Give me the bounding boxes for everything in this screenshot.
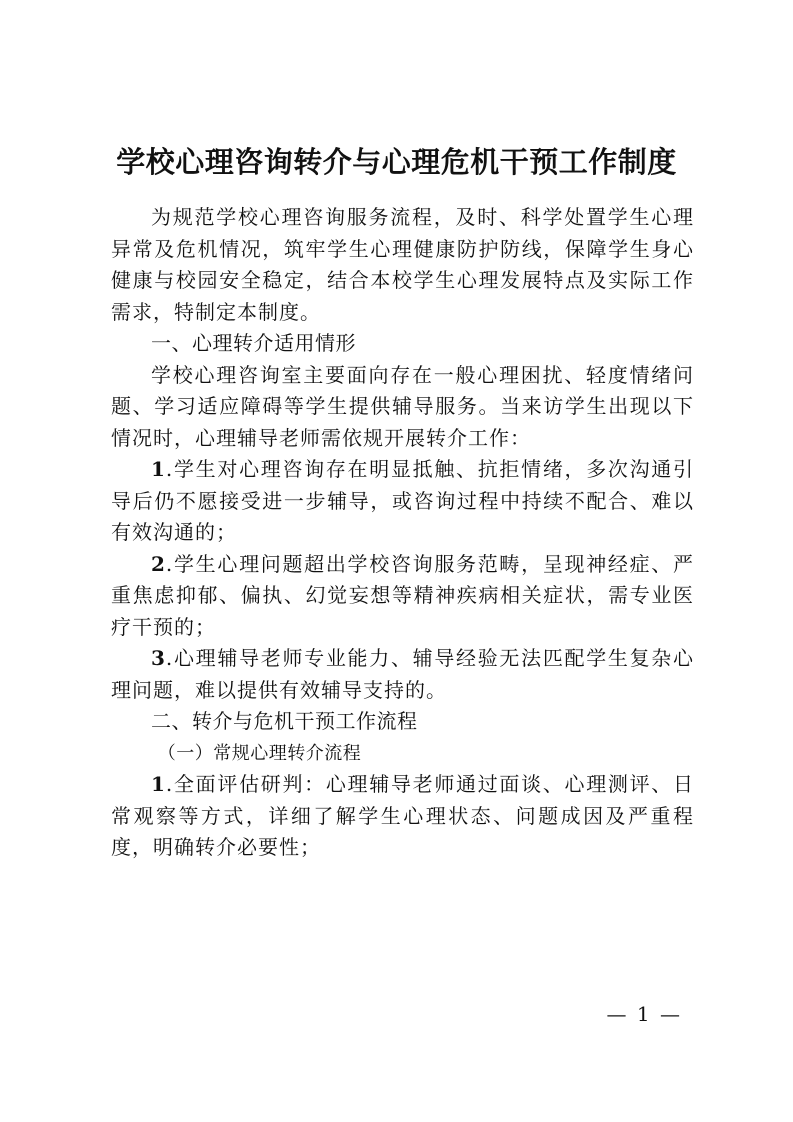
list-item [111,643,694,706]
section-2-heading: 二、转介与危机干预工作流程 [151,709,418,733]
item-text: .全面评估研判：心理辅导老师通过面谈、心理测评、日常观察等方式，详细了解学生心理状态、问题成因及严重程度，明确转介必要性； [111,772,694,859]
intro-paragraph: 为规范学校心理咨询服务流程，及时、科学处置学生心理异常及危机情况，筑牢学生心理健康防护防线，保障学生身心健康与校园安全稳定，结合本校学生心理发展特点及实际工作需求，特制定本制度。 [111,205,694,324]
item-text: .学生对心理咨询存在明显抵触、抗拒情绪，多次沟通引导后仍不愿接受进一步辅导，或咨询过程中持续不配合、难以有效沟通的； [111,457,694,544]
section-1-heading: 一、心理转介适用情形 [151,331,356,355]
document-body [111,202,694,864]
section-1-body: 学校心理咨询室主要面向存在一般心理困扰、轻度情绪问题、学习适应障碍等学生提供辅导服务。当来访学生出现以下情况时，心理辅导老师需依规开展转介工作： [111,362,694,450]
document-title: 学校心理咨询转介与心理危机干预工作制度 [116,145,677,179]
item-number: 3 [151,646,166,670]
page-number: — 1 — [606,1002,682,1026]
item-text: .学生心理问题超出学校咨询服务范畴，呈现神经症、严重焦虑抑郁、偏执、幻觉妄想等精神疾病相关症状，需专业医疗干预的； [111,551,694,639]
item-text: .心理辅导老师专业能力、辅导经验无法匹配学生复杂心理问题，难以提供有效辅导支持的。 [111,646,694,702]
item-number: 1 [151,772,166,796]
list-item [111,549,694,644]
list-item [111,769,694,864]
item-number: 2 [151,551,166,576]
list-item [111,454,694,549]
section-2-subheading: （一）常规心理转介流程 [157,742,362,764]
item-number: 1 [151,457,166,481]
